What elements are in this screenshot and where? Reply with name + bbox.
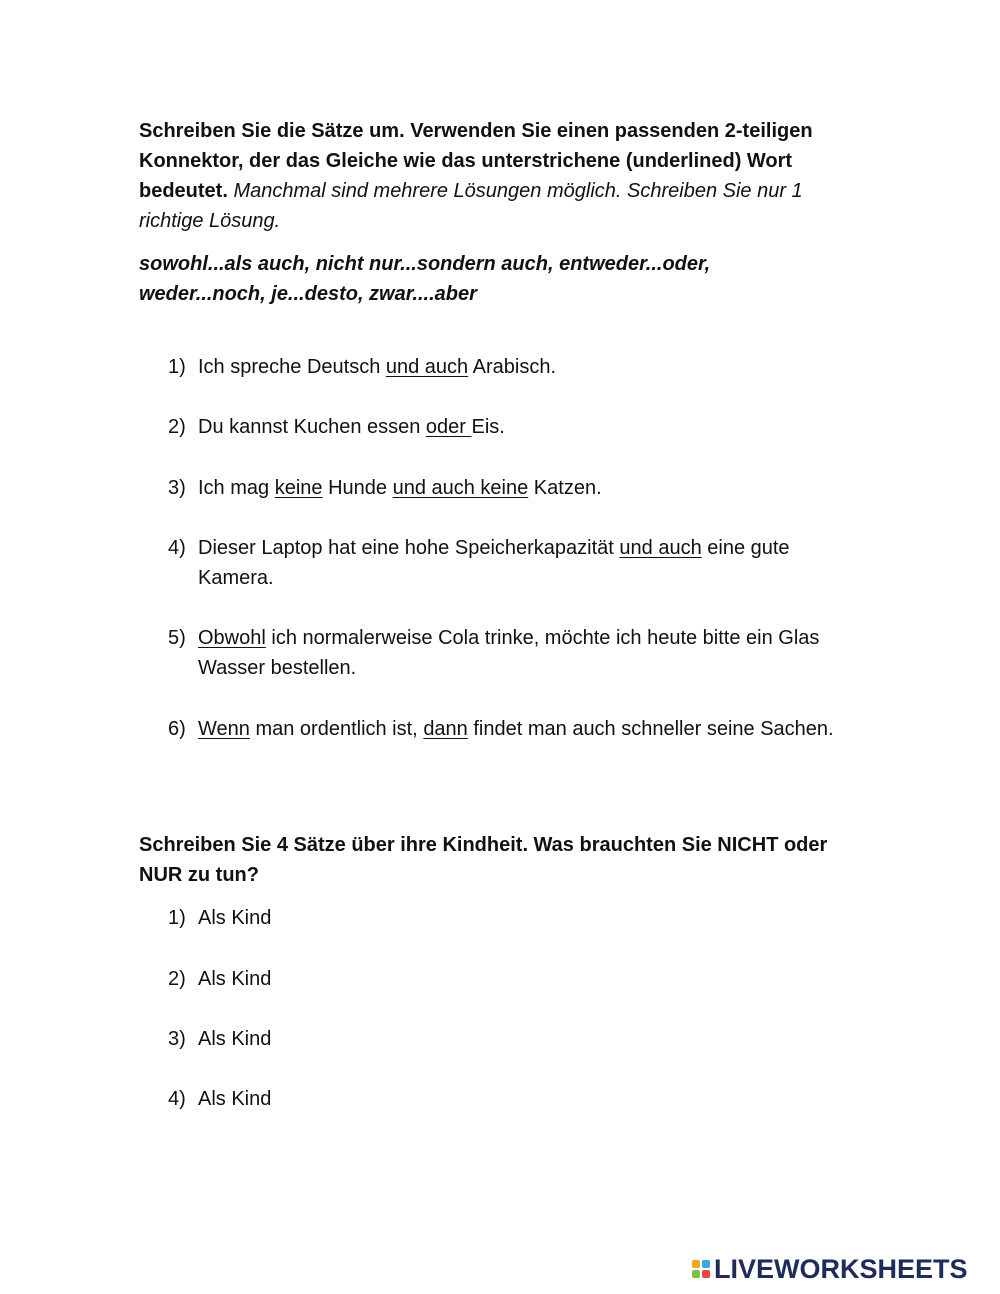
logo-square-icon bbox=[692, 1260, 700, 1268]
underlined-word: oder bbox=[425, 416, 472, 438]
connector-list: sowohl...als auch, nicht nur...sondern auch, entweder...oder, weder...noch, je...desto, zwar....aber bbox=[139, 253, 711, 305]
underlined-word: keine bbox=[274, 477, 323, 499]
item-number: 5) bbox=[168, 627, 186, 649]
underlined-word: Wenn bbox=[198, 718, 250, 740]
underlined-word: Obwohl bbox=[198, 627, 266, 649]
section2-heading: Schreiben Sie 4 Sätze über ihre Kindheit. Was brauchten Sie NICHT oder NUR zu tun? bbox=[139, 834, 828, 886]
liveworksheets-logo[interactable] bbox=[692, 1254, 968, 1284]
logo-square-icon bbox=[702, 1270, 710, 1278]
item-number: 2) bbox=[168, 416, 186, 438]
item-sentence: Wenn man ordentlich ist, dann findet man auch schneller seine Sachen. bbox=[198, 718, 834, 740]
underlined-word: und auch keine bbox=[392, 477, 529, 499]
item-number: 3) bbox=[168, 477, 186, 499]
item-number: 4) bbox=[168, 537, 186, 559]
item-number: 4) bbox=[168, 1088, 186, 1110]
item-prompt: Als Kind bbox=[198, 1028, 272, 1050]
item-prompt: Als Kind bbox=[198, 968, 272, 990]
item-prompt: Als Kind bbox=[198, 1088, 272, 1110]
item-sentence: Du kannst Kuchen essen oder Eis. bbox=[198, 416, 505, 438]
item-prompt: Als Kind bbox=[198, 907, 272, 929]
item-number: 1) bbox=[168, 907, 186, 929]
item-sentence: Dieser Laptop hat eine hohe Speicherkapazität und auch eine gute Kamera. bbox=[198, 537, 790, 589]
underlined-word: dann bbox=[423, 718, 468, 740]
underlined-word: und auch bbox=[385, 356, 469, 378]
logo-mark-icon bbox=[692, 1260, 710, 1278]
item-sentence: Ich spreche Deutsch und auch Arabisch. bbox=[198, 356, 556, 378]
logo-text: LIVEWORKSHEETS bbox=[714, 1253, 968, 1284]
item-sentence: Ich mag keine Hunde und auch keine Katzen. bbox=[198, 477, 602, 499]
instructions-paragraph bbox=[139, 116, 839, 236]
underlined-word: und auch bbox=[619, 537, 702, 559]
instructions-italic: Manchmal sind mehrere Lösungen möglich. Schreiben Sie nur 1 richtige Lösung. bbox=[139, 180, 803, 232]
instructions-bold: Schreiben Sie die Sätze um. Verwenden Sie einen passenden 2-teiligen Konnektor, der das Gleiche wie das unterstrichene (underlined) Wort bedeutet. bbox=[139, 120, 813, 202]
item-number: 3) bbox=[168, 1028, 186, 1050]
logo-square-icon bbox=[702, 1260, 710, 1268]
item-sentence: Obwohl ich normalerweise Cola trinke, möchte ich heute bitte ein Glas Wasser bestellen. bbox=[198, 627, 820, 679]
item-number: 1) bbox=[168, 356, 186, 378]
item-number: 6) bbox=[168, 718, 186, 740]
logo-square-icon bbox=[692, 1270, 700, 1278]
item-number: 2) bbox=[168, 968, 186, 990]
